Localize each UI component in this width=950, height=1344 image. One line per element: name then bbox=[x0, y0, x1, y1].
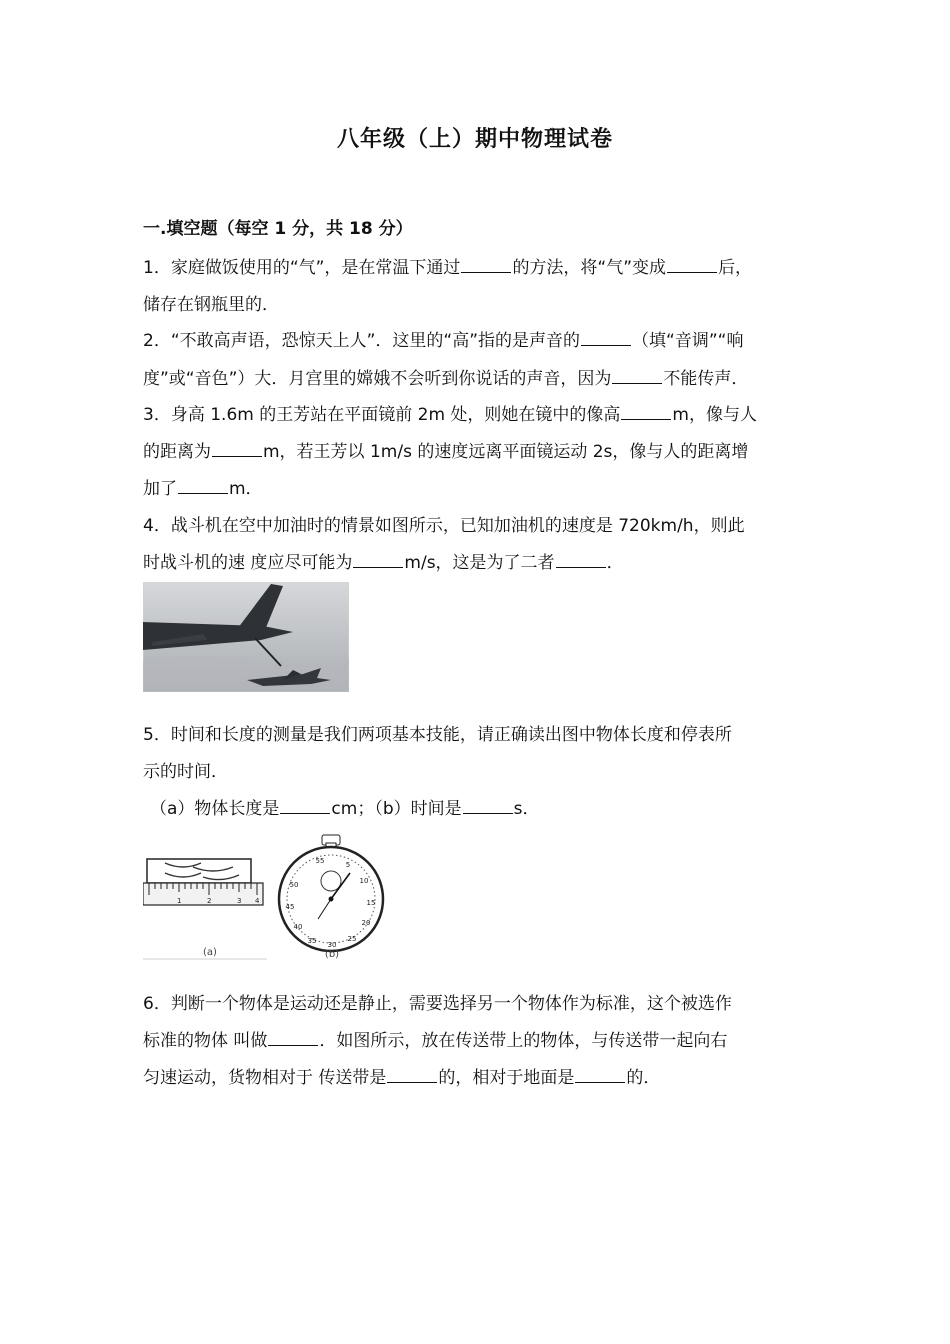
measured-object bbox=[147, 859, 251, 883]
answer-blank bbox=[667, 258, 717, 273]
question-3-line-1: 3．身高 1.6m 的王芳站在平面镜前 2m 处，则她在镜中的像高 m，像与人 bbox=[143, 405, 757, 425]
question-6-line-3: 匀速运动，货物相对于 传送带是 的，相对于地面是 的． bbox=[143, 1068, 661, 1088]
question-2-line-2: 度”或“音色”）大．月宫里的嫦娥不会听到你说话的声音，因为 不能传声． bbox=[143, 369, 749, 389]
svg-text:10: 10 bbox=[359, 877, 369, 885]
answer-blank bbox=[612, 369, 662, 384]
svg-text:45: 45 bbox=[285, 903, 295, 911]
answer-blank bbox=[575, 1068, 625, 1083]
question-4-line-2: 时战斗机的速 度应尽可能为 m/s，这是为了二者 ． bbox=[143, 553, 624, 573]
question-1-line-1: 1．家庭做饭使用的“气”，是在常温下通过 的方法，将“气”变成 后， bbox=[143, 258, 753, 278]
answer-blank bbox=[212, 442, 262, 457]
svg-text:25: 25 bbox=[347, 935, 357, 943]
ruler-tick-label: 2 bbox=[207, 897, 212, 905]
answer-blank bbox=[280, 799, 330, 814]
ruler-figure bbox=[143, 833, 267, 961]
answer-blank bbox=[461, 258, 511, 273]
answer-blank bbox=[463, 799, 513, 814]
answer-blank bbox=[353, 553, 403, 568]
ruler-tick-label: 4 bbox=[255, 897, 260, 905]
answer-blank bbox=[268, 1031, 318, 1046]
svg-text:50: 50 bbox=[289, 881, 299, 889]
svg-text:35: 35 bbox=[307, 937, 317, 945]
question-6-line-2: 标准的物体 叫做 ．如图所示，放在传送带上的物体，与传送带一起向右 bbox=[143, 1031, 728, 1051]
figure-label-a: (a) bbox=[203, 947, 217, 958]
question-6-line-1: 6．判断一个物体是运动还是静止，需要选择另一个物体作为标准，这个被选作 bbox=[143, 994, 732, 1014]
page-title: 八年级（上）期中物理试卷 bbox=[336, 127, 613, 152]
svg-text:5: 5 bbox=[345, 861, 351, 869]
svg-text:15: 15 bbox=[366, 899, 376, 907]
question-5-line-1: 5．时间和长度的测量是我们两项基本技能，请正确读出图中物体长度和停表所 bbox=[143, 725, 732, 745]
question-5-line-2: 示的时间． bbox=[143, 762, 228, 782]
answer-blank bbox=[178, 479, 228, 494]
ruler-tick-label: 3 bbox=[237, 897, 242, 905]
question-1-line-2: 储存在钢瓶里的． bbox=[143, 295, 279, 315]
question-5-line-3: （a）物体长度是 cm；（b）时间是 s． bbox=[150, 799, 540, 819]
svg-text:30: 30 bbox=[327, 941, 337, 949]
answer-blank bbox=[581, 331, 631, 346]
question-3-line-2: 的距离为 m，若王芳以 1m/s 的速度远离平面镜运动 2s，像与人的距离增 bbox=[143, 442, 749, 462]
svg-text:55: 55 bbox=[315, 857, 325, 865]
answer-blank bbox=[556, 553, 606, 568]
question-3-line-3: 加了 m． bbox=[143, 479, 263, 499]
question-2-line-1: 2．“不敢高声语，恐惊天上人”．这里的“高”指的是声音的 （填“音调”“响 bbox=[143, 331, 744, 351]
figure-label-b: (b) bbox=[324, 949, 340, 960]
question-4-line-1: 4．战斗机在空中加油时的情景如图所示，已知加油机的速度是 720km/h，则此 bbox=[143, 516, 745, 536]
stopwatch-figure bbox=[268, 833, 396, 961]
answer-blank bbox=[387, 1068, 437, 1083]
section-heading: 一.填空题（每空 1 分，共 18 分） bbox=[143, 219, 413, 239]
answer-blank bbox=[621, 405, 671, 420]
svg-text:40: 40 bbox=[293, 923, 303, 931]
ruler-tick-label: 1 bbox=[177, 897, 182, 905]
refueling-photo bbox=[143, 582, 349, 692]
svg-text:20: 20 bbox=[361, 919, 371, 927]
